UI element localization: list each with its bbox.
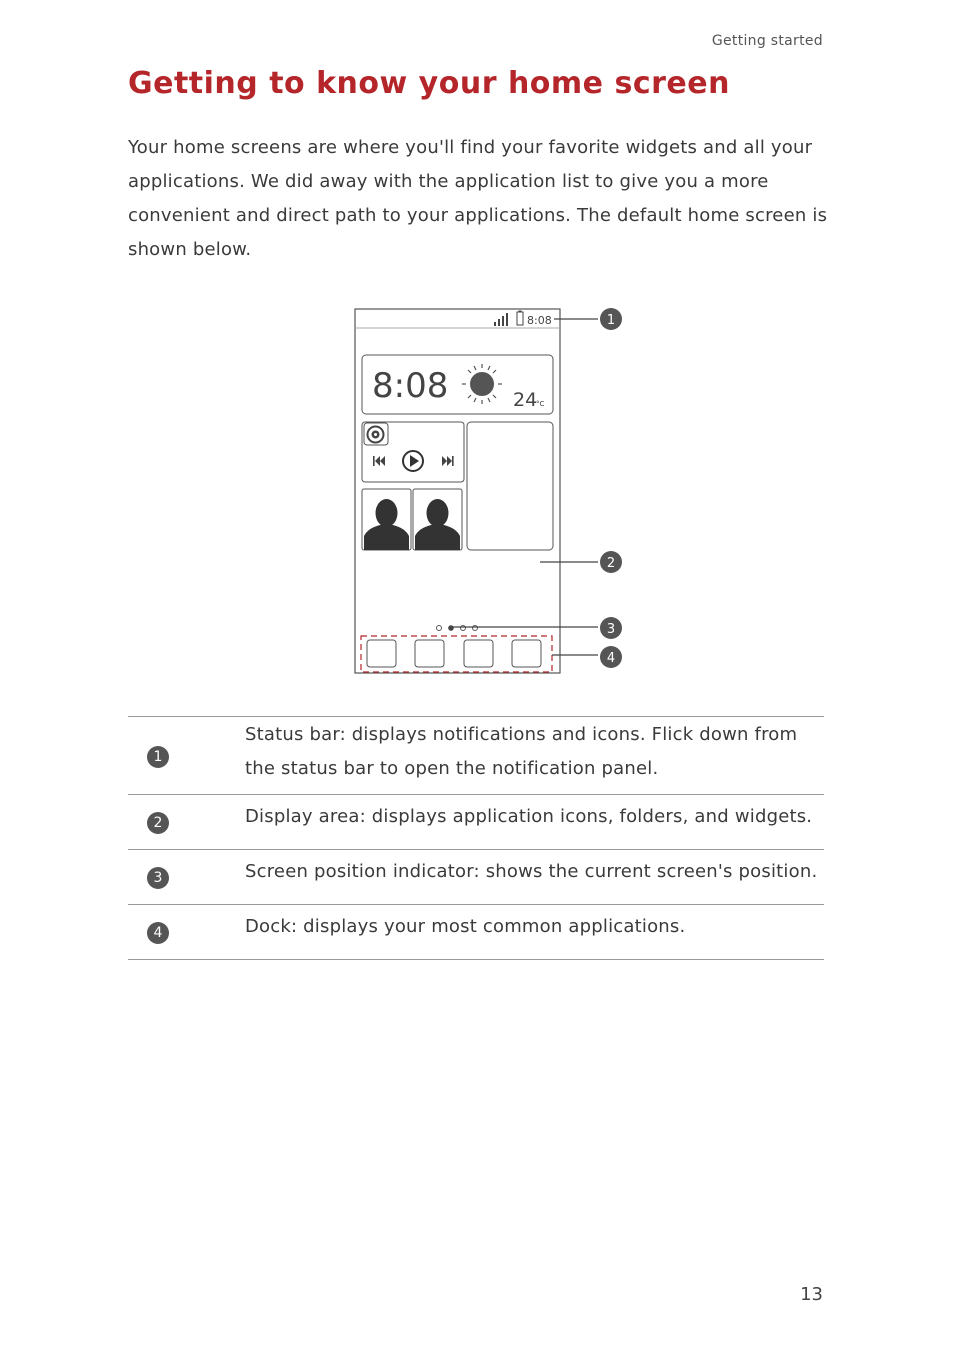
dock-slot-1 xyxy=(367,640,396,667)
callout-1 xyxy=(600,308,622,330)
legend-row xyxy=(128,717,824,795)
play-icon xyxy=(403,451,423,471)
dock-slot-3 xyxy=(464,640,493,667)
page-title: Getting to know your home screen xyxy=(128,66,730,101)
intro-paragraph: Your home screens are where you'll find your favorite widgets and all your applications. We did away with the application list to give you a more convenient and direct path to your applications. The default home screen is shown below. xyxy=(128,137,828,260)
music-widget xyxy=(362,422,464,482)
clock-time: 8:08 xyxy=(372,366,449,406)
legend-row xyxy=(128,795,824,850)
music-app-icon xyxy=(364,423,388,445)
legend-number-badge: 4 xyxy=(147,922,169,944)
dock-slot-2 xyxy=(415,640,444,667)
home-screen-figure xyxy=(340,300,640,680)
legend-table xyxy=(128,716,824,960)
legend-row xyxy=(128,905,824,960)
clock-weather-widget xyxy=(362,355,553,414)
legend-row xyxy=(128,850,824,905)
legend-number-badge: 3 xyxy=(147,867,169,889)
svg-text:2: 2 xyxy=(606,556,616,571)
temperature-unit: °C xyxy=(536,400,545,408)
contact-widget-2 xyxy=(413,489,462,550)
widget-placeholder xyxy=(467,422,553,550)
legend-number-badge: 1 xyxy=(147,746,169,768)
status-time: 8:08 xyxy=(527,314,552,327)
page-number: 13 xyxy=(800,1284,823,1305)
legend-description: Display area: displays application icons, folders, and widgets. xyxy=(245,795,824,850)
svg-text:1: 1 xyxy=(606,313,616,328)
callout-2 xyxy=(600,551,622,573)
header-section: Getting started xyxy=(711,33,823,49)
legend-description: Screen position indicator: shows the current screen's position. xyxy=(245,850,824,905)
legend-description: Status bar: displays notifications and icons. Flick down from the status bar to open the notification panel. xyxy=(245,717,824,795)
temperature-value: 24 xyxy=(513,389,538,411)
legend-number-badge: 2 xyxy=(147,812,169,834)
legend-description: Dock: displays your most common applications. xyxy=(245,905,824,960)
svg-text:3: 3 xyxy=(606,622,616,637)
callout-4 xyxy=(600,646,622,668)
callout-3 xyxy=(600,617,622,639)
contact-widget-1 xyxy=(362,489,411,550)
dock-slot-4 xyxy=(512,640,541,667)
svg-text:4: 4 xyxy=(606,651,616,666)
